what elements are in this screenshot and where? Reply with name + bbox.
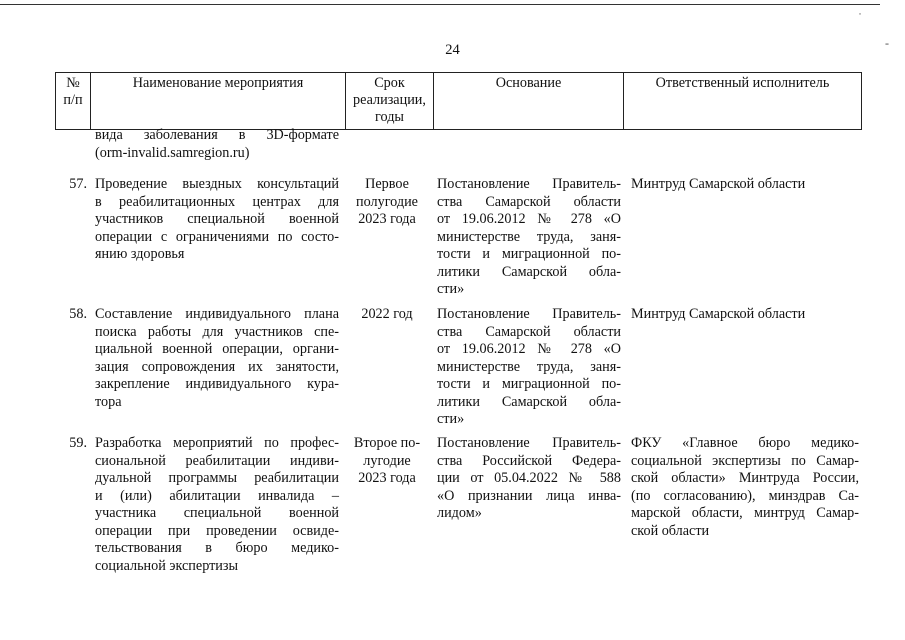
scan-mark: - <box>885 36 889 50</box>
row-exec: Минтруд Самарской области <box>631 306 806 322</box>
top-rule <box>0 4 880 5</box>
row-number: 58. <box>69 306 87 322</box>
header-exec: Ответственный исполнитель <box>624 73 862 130</box>
header-num: № п/п <box>56 73 91 130</box>
header-name: Наименование мероприятия <box>91 73 346 130</box>
row-basis: Постановление Правитель- ства Самарской области от 19.06.2012 № 278 «О министерстве труда, заня- тости и миграционной по- литики Самарской обла- сти» <box>437 176 621 297</box>
table-header <box>55 72 862 130</box>
page-number: 24 <box>445 42 460 58</box>
row-name: Составление индивидуального плана поиска работы для участников спе- циальной военной операции, органи- зация сопровождения их занятости, закрепление индивидуального кура- тора <box>95 306 339 410</box>
row-term: 2022 год <box>361 306 413 322</box>
row-basis: Постановление Правитель- ства Самарской области от 19.06.2012 № 278 «О министерстве труда, заня- тости и миграционной по- литики Самарской обла- сти» <box>437 306 621 427</box>
header-basis: Основание <box>434 73 624 130</box>
scan-mark: ˙ <box>858 10 862 24</box>
continuation-text: вида заболевания в 3D-формате (orm-invalid.samregion.ru) <box>95 127 339 161</box>
row-number: 59. <box>69 435 87 451</box>
header-term: Срок реализации, годы <box>346 73 434 130</box>
row-exec: ФКУ «Главное бюро медико- социальной экспертизы по Самар- ской области» Минтруда России, (по согласованию), минздрав Са- марской области, минтруд Самар- ской области <box>631 435 859 539</box>
row-exec: Минтруд Самарской области <box>631 176 806 192</box>
row-name: Разработка мероприятий по профес- сиональной реабилитации индиви- дуальной программы реабилитации и (или) абилитации инвалида – участника специальной военной операции при проведении освиде- тельствования в бюро медико- социальной экспертизы <box>95 435 339 574</box>
row-basis: Постановление Правитель- ства Российской Федера- ции от 05.04.2022 № 588 «О признании лица инва- лидом» <box>437 435 621 521</box>
row-number: 57. <box>69 176 87 192</box>
row-term: Первое полугодие 2023 года <box>356 176 418 227</box>
row-name: Проведение выездных консультаций в реабилитационных центрах для участников специальной военной операции с ограничениями по состо- янию здоровья <box>95 176 339 262</box>
row-term: Второе по- лугодие 2023 года <box>353 435 421 486</box>
